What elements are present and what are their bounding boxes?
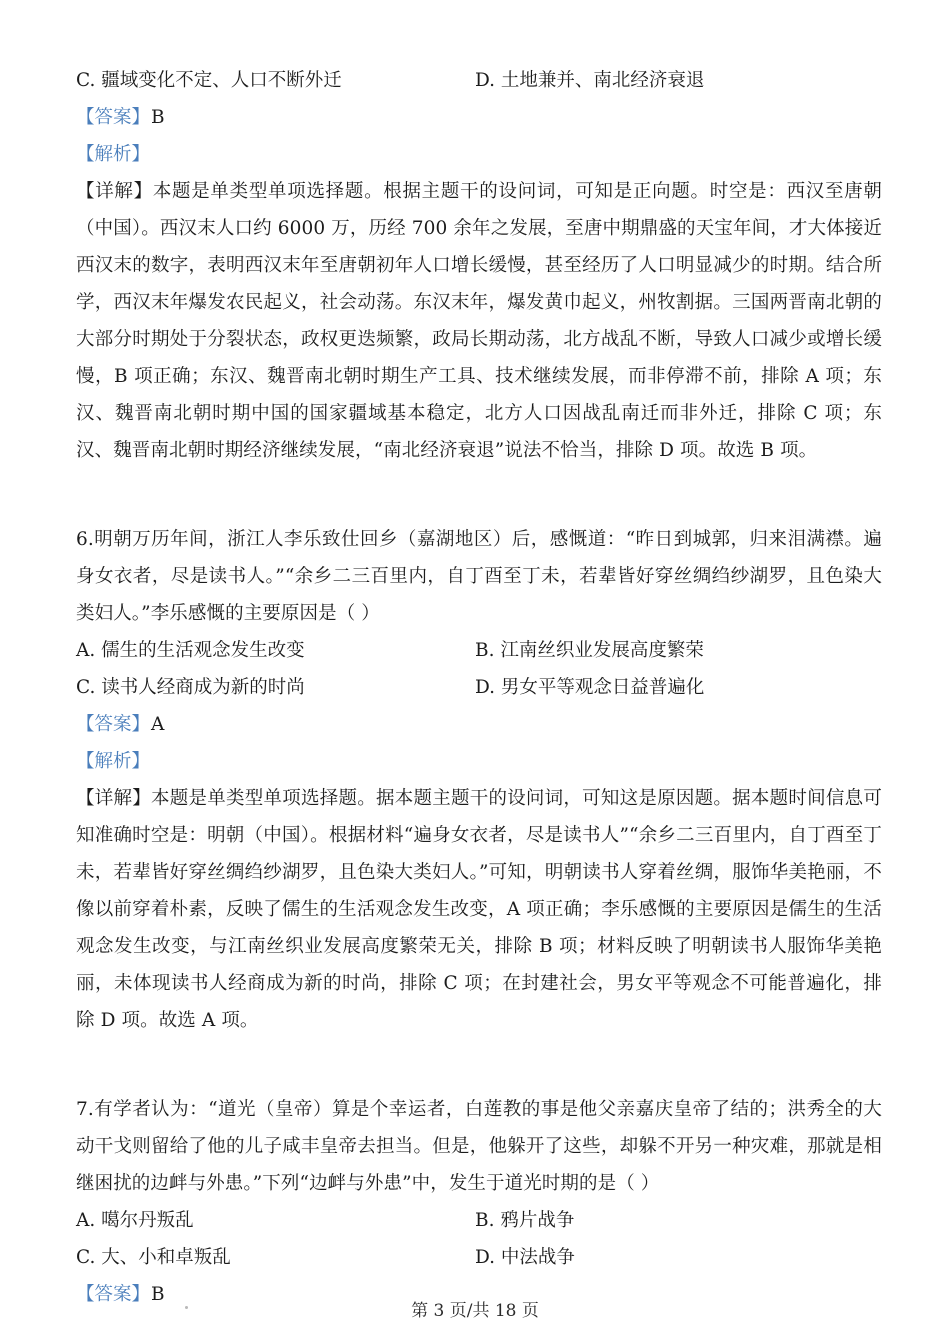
q6-option-d[interactable]: D. 男女平等观念日益普遍化 [475,677,705,698]
q5-option-d[interactable]: D. 土地兼并、南北经济衰退 [475,70,705,91]
q7-option-d[interactable]: D. 中法战争 [475,1247,575,1268]
q6-option-a[interactable]: A. 儒生的生活观念发生改变 [76,640,305,661]
q7-option-c[interactable]: C. 大、小和卓叛乱 [76,1247,231,1268]
answer-marker: 【答案】 [76,107,151,128]
answer-marker: 【答案】 [76,1284,151,1305]
question-5-tail [76,62,882,469]
analysis-marker: 【解析】 [76,751,151,772]
q5-answer-line [76,99,882,136]
question-7 [76,1091,882,1313]
q6-option-row-ab [76,632,882,669]
q6-option-b[interactable]: B. 江南丝织业发展高度繁荣 [475,640,704,661]
q7-option-row-cd [76,1239,882,1276]
q7-stem: 7.有学者认为：“道光（皇帝）算是个幸运者，白莲教的事是他父亲嘉庆皇帝了结的；洪秀全的大动干戈则留给了他的儿子咸丰皇帝去担当。但是，他躲开了这些，却躲不开另一种灾难，那就是相继困扰的边衅与外患。”下列“边衅与外患”中，发生于道光时期的是（ ） [76,1099,882,1194]
q7-option-a[interactable]: A. 噶尔丹叛乱 [76,1210,194,1231]
question-6 [76,521,882,1039]
q7-option-row-ab [76,1202,882,1239]
q6-answer-value: A [151,714,165,735]
q5-option-c[interactable]: C. 疆域变化不定、人口不断外迁 [76,70,342,91]
page-footer: 第 3 页/共 18 页 [411,1301,539,1321]
q6-answer-line [76,706,882,743]
block-spacer [76,469,882,521]
q5-detail-paragraph: 【详解】本题是单类型单项选择题。根据主题干的设问词，可知是正向题。时空是：西汉至唐朝（中国）。西汉末人口约 6000 万，历经 700 余年之发展，至唐中期鼎盛的天宝年间，才大体接近西汉末的数字，表明西汉末年至唐朝初年人口增长缓慢，甚至经历了人口明显减少的时期。结合所学，西汉末年爆发农民起义，社会动荡。东汉末年，爆发黄巾起义，州牧割据。三国两晋南北朝的大部分时期处于分裂状态，政权更迭频繁，政局长期动荡，北方战乱不断，导致人口减少或增长缓慢，B 项正确；东汉、魏晋南北朝时期生产工具、技术继续发展，而非停滞不前，排除 A 项；东汉、魏晋南北朝时期中国的国家疆域基本稳定，北方人口因战乱南迁而非外迁，排除 C 项；东汉、魏晋南北朝时期经济继续发展，“南北经济衰退”说法不恰当，排除 D 项。故选 B 项。 [76,181,882,461]
q7-answer-value: B [151,1284,165,1305]
q6-stem: 6.明朝万历年间，浙江人李乐致仕回乡（嘉湖地区）后，感慨道：“昨日到城郭，归来泪满襟。遍身女衣者，尽是读书人。”“余乡二三百里内，自丁酉至丁未，若辈皆好穿丝绸绉纱湖罗，且色染大类妇人。”李乐感慨的主要原因是（ ） [76,529,882,624]
q5-answer-value: B [151,107,165,128]
q6-analysis-line [76,743,882,780]
q7-option-b[interactable]: B. 鸦片战争 [475,1210,575,1231]
q6-detail-paragraph: 【详解】本题是单类型单项选择题。据本题主题干的设问词，可知这是原因题。据本题时间信息可知准确时空是：明朝（中国）。根据材料“遍身女衣者，尽是读书人”“余乡二三百里内，自丁酉至丁未，若辈皆好穿丝绸绉纱湖罗，且色染大类妇人。”可知，明朝读书人穿着丝绸，服饰华美艳丽，不像以前穿着朴素，反映了儒生的生活观念发生改变，A 项正确；李乐感慨的主要原因是儒生的生活观念发生改变，与江南丝织业发展高度繁荣无关，排除 B 项；材料反映了明朝读书人服饰华美艳丽，未体现读书人经商成为新的时尚，排除 C 项；在封建社会，男女平等观念不可能普遍化，排除 D 项。故选 A 项。 [76,788,882,1031]
q5-option-row-cd [76,62,882,99]
block-spacer [76,1039,882,1091]
q6-option-row-cd [76,669,882,706]
q5-analysis-line [76,136,882,173]
page-content [76,62,882,1313]
q6-option-c[interactable]: C. 读书人经商成为新的时尚 [76,677,305,698]
answer-marker: 【答案】 [76,714,151,735]
analysis-marker: 【解析】 [76,144,151,165]
